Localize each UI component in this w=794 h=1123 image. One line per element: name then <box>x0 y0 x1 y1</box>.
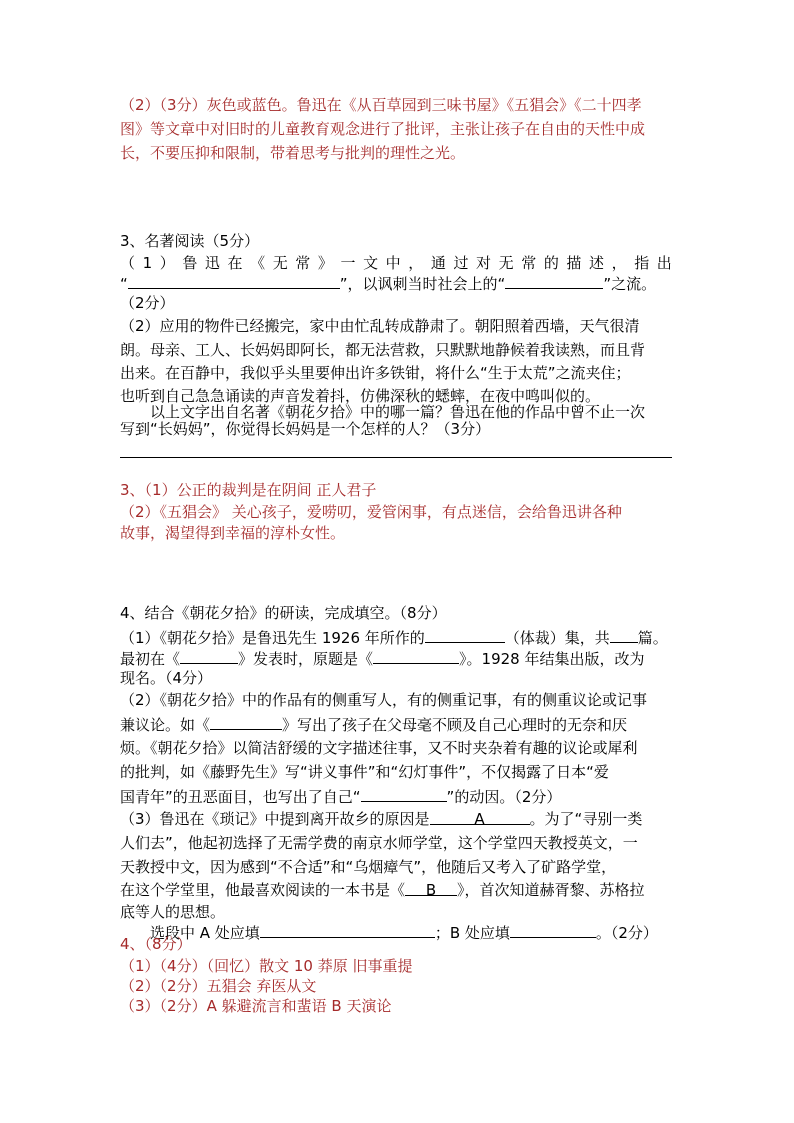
question-4-text: 》发表时，原题是《 <box>238 650 374 668</box>
question-4-line-5 <box>120 714 627 735</box>
question-4-text: 国青年”的丑恶面目，也写出了自己“ <box>120 788 361 806</box>
question-4-line-14 <box>150 922 658 943</box>
answer-2-line-2: 图》等文章中对旧时的儿童教育观念进行了批评，主张让孩子在自由的天性中成 <box>120 120 646 138</box>
question-3-char: 一 <box>340 254 356 272</box>
answer-3-line-1: 3、（1）公正的裁判是在阴间 正人君子 <box>120 481 377 499</box>
question-3-char: 中 <box>385 254 401 272</box>
answer-4-title: 4、（8分） <box>120 935 192 953</box>
question-3-char: 常 <box>521 254 537 272</box>
question-4-text: （体裁）集，共 <box>504 629 610 647</box>
question-4-text: 最初在《 <box>120 650 181 668</box>
question-4-text: ”的动因。（2分） <box>446 788 562 806</box>
answer-blank[interactable] <box>510 922 596 938</box>
question-4-text: 》写出了孩子在父母毫不顾及自己心理时的无奈和厌 <box>282 716 628 734</box>
answer-line[interactable] <box>120 457 672 458</box>
question-3-part1-score: （2分） <box>120 294 175 312</box>
question-3-char: 无 <box>272 254 288 272</box>
question-3-char: ， <box>408 254 424 272</box>
question-4-line-12 <box>120 880 645 900</box>
question-3-char: 无 <box>498 254 514 272</box>
question-3-char: 《 <box>250 254 266 272</box>
question-3-char: 鲁 <box>182 254 198 272</box>
question-3-part2-line4: 也听到自己急急诵读的声音发着抖，仿佛深秋的蟋蟀，在夜中鸣叫似的。 <box>120 387 601 405</box>
answer-blank[interactable] <box>128 273 340 289</box>
question-3-title: 3、名著阅读（5分） <box>120 232 260 250</box>
question-3-char: ） <box>159 254 175 272</box>
question-3-text: ”之流。 <box>603 275 657 293</box>
question-3-char: 对 <box>476 254 492 272</box>
question-4-text: 选段中 A 处应填 <box>150 924 260 942</box>
question-4-text: 兼议论。如《 <box>120 716 211 734</box>
question-3-char: 》 <box>317 254 333 272</box>
answer-2-line-1: （2）（3分）灰色或蓝色。鲁迅在《从百草园到三味书屋》《五猖会》《二十四孝 <box>120 96 642 114</box>
answer-3-line-3: 故事，渴望得到幸福的淳朴女性。 <box>120 524 346 542</box>
question-4-line-1 <box>120 627 668 648</box>
answer-4-line-3: （3）（2分）A 躲避流言和蜚语 B 天演论 <box>120 997 392 1015</box>
question-4-text: ；B 处应填 <box>434 924 510 942</box>
question-3-char: 述 <box>589 254 605 272</box>
question-4-line-13: 底等人的思想。 <box>120 903 226 921</box>
question-4-line-11: 天教授中文，因为感到“不合适”和“乌烟瘴气”，他随后又考入了矿路学堂， <box>120 858 617 876</box>
answer-blank[interactable] <box>610 627 638 643</box>
question-3-char: 过 <box>453 254 469 272</box>
answer-blank[interactable] <box>425 627 505 643</box>
question-4-text: 在这个学堂里，他最喜欢阅读的一本书是《 <box>120 881 406 899</box>
question-4-text: 》。1928 年结集出版，改为 <box>459 650 645 668</box>
answer-blank[interactable] <box>361 786 447 802</box>
answer-3-line-2: （2）《五猖会》 关心孩子，爱唠叨，爱管闲事，有点迷信，会给鲁迅讲各种 <box>120 503 622 521</box>
answer-blank[interactable] <box>260 922 435 938</box>
question-3-char: 文 <box>363 254 379 272</box>
question-4-text: （3）鲁迅在《琐记》中提到离开故乡的原因是 <box>120 810 430 828</box>
question-3-part2-line2: 朗。母亲、工人、长妈妈即阿长，都无法营救，只默默地静候着我读熟，而且背 <box>120 341 646 359</box>
question-4-text: （1）《朝花夕拾》是鲁迅先生 1926 年所作的 <box>120 629 425 647</box>
question-3-char: 的 <box>543 254 559 272</box>
question-4-text: 》，首次知道赫胥黎、苏格拉 <box>457 881 645 899</box>
question-4-line-6: 烦。《朝花夕拾》以简洁舒缓的文字描述往事，又不时夹杂着有趣的议论或犀利 <box>120 739 638 757</box>
answer-blank-b[interactable]: B <box>405 880 457 896</box>
answer-blank-a[interactable]: A <box>430 809 530 825</box>
question-4-line-3: 现名。（4分） <box>120 669 213 687</box>
question-4-line-8 <box>120 786 561 807</box>
question-4-title: 4、结合《朝花夕拾》的研读，完成填空。（8分） <box>120 604 447 622</box>
question-4-line-2 <box>120 648 644 669</box>
question-4-text: 。（2分） <box>595 924 658 942</box>
question-4-text: 篇。 <box>637 629 668 647</box>
question-4-line-9 <box>120 809 642 829</box>
question-3-char: 1 <box>142 254 153 272</box>
question-3-char: 常 <box>295 254 311 272</box>
question-3-char: ， <box>611 254 627 272</box>
question-3-char: （ <box>120 254 136 272</box>
answer-blank[interactable] <box>373 648 459 664</box>
question-4-line-4: （2）《朝花夕拾》中的作品有的侧重写人，有的侧重记事，有的侧重议论或记事 <box>120 691 648 709</box>
question-3-part1-line1 <box>120 253 672 273</box>
question-4-text: 。为了“寻别一类 <box>529 810 643 828</box>
question-3-char: 在 <box>227 254 243 272</box>
question-3-char: 出 <box>656 254 672 272</box>
answer-4-line-2: （2）（2分）五猖会 弃医从文 <box>120 977 317 995</box>
answer-4-line-1: （1）（4分）（回忆）散文 10 莽原 旧事重提 <box>120 957 413 975</box>
question-3-char: 描 <box>566 254 582 272</box>
question-3-part2-line1: （2）应用的物件已经搬完，家中由忙乱转成静肃了。朝阳照着西墙，天气很清 <box>120 317 640 335</box>
answer-blank[interactable] <box>210 714 282 730</box>
question-3-text: ”，以讽刺当时社会上的“ <box>339 275 506 293</box>
question-3-part1-line2 <box>120 273 656 294</box>
question-3-part2-line6: 写到“长妈妈”，你觉得长妈妈是一个怎样的人？（3分） <box>120 420 491 438</box>
question-3-char: 通 <box>430 254 446 272</box>
question-4-line-10: 人们去”，他起初选择了无需学费的南京水师学堂，这个学堂四天教授英文，一 <box>120 834 638 852</box>
question-4-line-7: 的批判，如《藤野先生》写“讲义事件”和“幻灯事件”，不仅揭露了日本“爱 <box>120 763 609 781</box>
open-quote: “ <box>120 275 128 293</box>
question-3-char: 指 <box>634 254 650 272</box>
question-3-part2-line5: 以上文字出自名著《朝花夕拾》中的哪一篇？鲁迅在他的作品中曾不止一次 <box>150 403 646 421</box>
question-3-part2-line3: 出来。在百静中，我似乎头里要伸出许多铁钳，将什么“生于太荒”之流夹住； <box>120 364 631 382</box>
answer-blank[interactable] <box>505 273 603 289</box>
question-3-char: 迅 <box>204 254 220 272</box>
answer-2-line-3: 长，不要压抑和限制，带着思考与批判的理性之光。 <box>120 144 466 162</box>
answer-blank[interactable] <box>180 648 238 664</box>
